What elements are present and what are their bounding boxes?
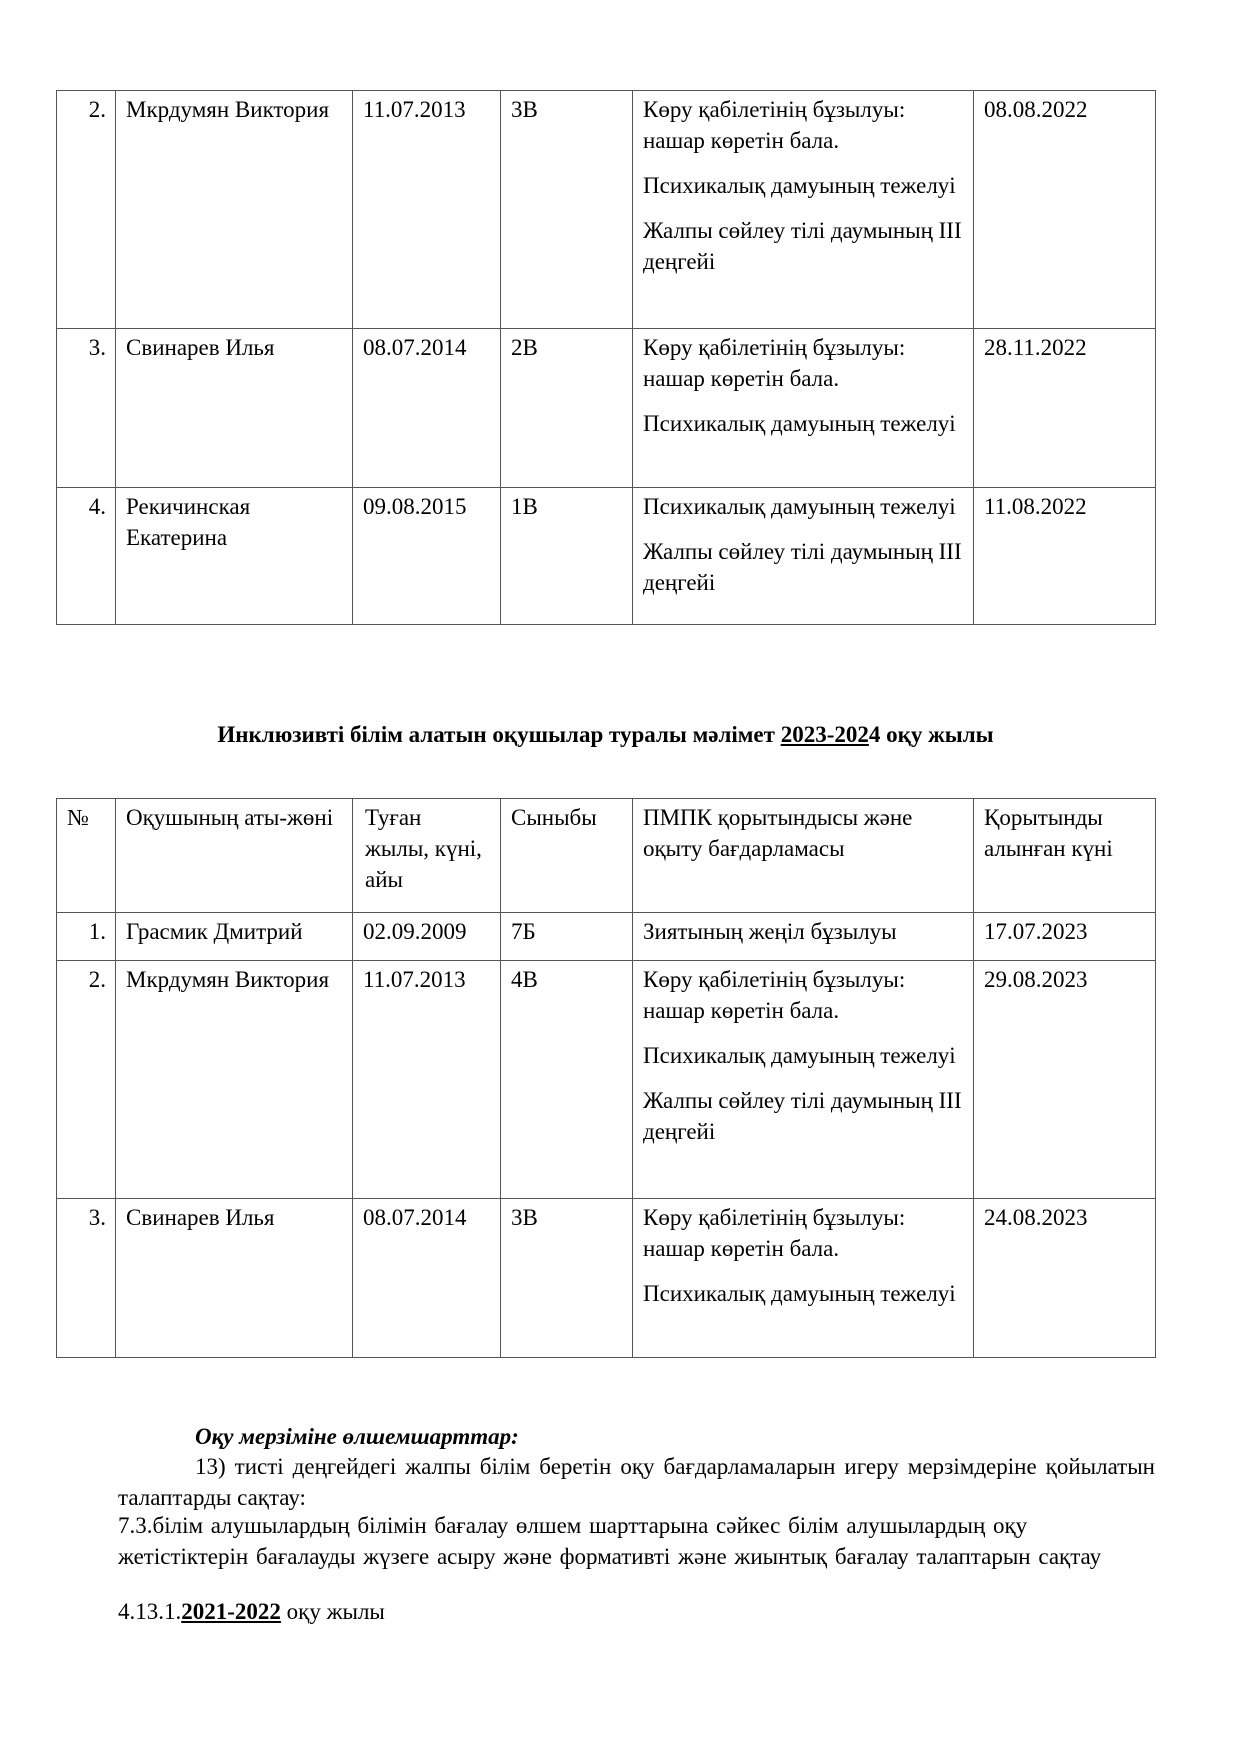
table-row: [57, 961, 1156, 1199]
cell-class: 4В: [501, 961, 633, 1199]
header-birth: [353, 799, 501, 913]
cell-conclusion-date: 28.11.2022: [974, 329, 1156, 488]
heading-text-end: 4 оқу жылы: [868, 722, 994, 747]
cell-diagnosis: [633, 91, 974, 329]
diagnosis-item: Жалпы сөйлеу тілі даумының III деңгейі: [643, 539, 962, 595]
cell-student-name: Грасмик Дмитрий: [116, 913, 353, 961]
cell-class: 7Б: [501, 913, 633, 961]
cell-conclusion-date: 29.08.2023: [974, 961, 1156, 1199]
cell-class: 2В: [501, 329, 633, 488]
cell-diagnosis: [633, 1199, 974, 1358]
diagnosis-item: Психикалық дамуының тежелуі: [643, 1043, 956, 1068]
subsection-4-13-1: [118, 1596, 385, 1627]
cell-student-name: Мкрдумян Виктория: [116, 91, 353, 329]
cell-number: 3.: [57, 329, 116, 488]
cell-number: 2.: [57, 91, 116, 329]
diagnosis-item: Психикалық дамуының тежелуі: [643, 1281, 956, 1306]
cell-diagnosis: [633, 488, 974, 625]
diagnosis-item: Көру қабілетінің бұзылуы: нашар көретін бала.: [643, 1205, 906, 1261]
cell-diagnosis: [633, 913, 974, 961]
cell-birth-date: 02.09.2009: [353, 913, 501, 961]
cell-number: 1.: [57, 913, 116, 961]
header-num: №: [57, 799, 116, 913]
cell-diagnosis: [633, 961, 974, 1199]
students-table-2022: [56, 90, 1156, 625]
subsection-year: 2021-2022: [181, 1599, 281, 1624]
diagnosis-item: Психикалық дамуының тежелуі: [643, 411, 956, 436]
diagnosis-item: Психикалық дамуының тежелуі: [643, 494, 956, 519]
table-row: [57, 913, 1156, 961]
cell-student-name: Мкрдумян Виктория: [116, 961, 353, 1199]
header-class: Сыныбы: [501, 799, 633, 913]
students-table-2023-body: [57, 913, 1156, 1358]
diagnosis-item: Көру қабілетінің бұзылуы: нашар көретін бала.: [643, 335, 906, 391]
criteria-paragraph-7-3: 7.3.білім алушылардың білімін бағалау өлшем шарттарына сәйкес білім алушылардың оқу жетістіктерін бағалауды жүзеге асыру және формативті және жиынтық бағалау талаптарын сақтау: [118, 1513, 1102, 1569]
diagnosis-item: Көру қабілетінің бұзылуы: нашар көретін бала.: [643, 97, 906, 153]
cell-birth-date: 11.07.2013: [353, 91, 501, 329]
criteria-title: Оқу мерзіміне өлшемшарттар:: [195, 1424, 519, 1449]
header-name: Оқушының аты-жөні: [116, 799, 353, 913]
heading-year-underlined: 2023-202: [780, 722, 869, 747]
cell-student-name: Свинарев Илья: [116, 329, 353, 488]
heading-text: Инклюзивті білім алатын оқушылар туралы мәлімет: [217, 722, 781, 747]
cell-class: 3В: [501, 1199, 633, 1358]
subsection-label: оқу жылы: [280, 1599, 385, 1624]
table-header-row: [57, 799, 1156, 913]
cell-student-name: Рекичинская Екатерина: [116, 488, 353, 625]
students-table-2023: [56, 798, 1156, 1358]
cell-conclusion-date: 17.07.2023: [974, 913, 1156, 961]
cell-birth-date: 08.07.2014: [353, 1199, 501, 1358]
cell-conclusion-date: 24.08.2023: [974, 1199, 1156, 1358]
cell-number: 2.: [57, 961, 116, 1199]
table-row: [57, 488, 1156, 625]
subsection-number: 4.13.1.: [118, 1599, 182, 1624]
table-row: [57, 1199, 1156, 1358]
cell-birth-date: 11.07.2013: [353, 961, 501, 1199]
cell-class: 3В: [501, 91, 633, 329]
cell-diagnosis: [633, 329, 974, 488]
header-birth-text: Туған жылы, күні, айы: [365, 805, 482, 892]
diagnosis-item: Көру қабілетінің бұзылуы: нашар көретін бала.: [643, 967, 906, 1023]
diagnosis-item: Психикалық дамуының тежелуі: [643, 173, 956, 198]
cell-conclusion-date: 11.08.2022: [974, 488, 1156, 625]
diagnosis-item: Жалпы сөйлеу тілі даумының III деңгейі: [643, 1088, 962, 1144]
diagnosis-item: Зиятының жеңіл бұзылуы: [643, 919, 897, 944]
cell-number: 4.: [57, 488, 116, 625]
header-date: Қорытынды алынған күні: [974, 799, 1156, 913]
cell-class: 1В: [501, 488, 633, 625]
cell-student-name: Свинарев Илья: [116, 1199, 353, 1358]
cell-birth-date: 09.08.2015: [353, 488, 501, 625]
header-diagnosis: ПМПК қорытындысы және оқыту бағдарламасы: [633, 799, 974, 913]
cell-birth-date: 08.07.2014: [353, 329, 501, 488]
table-row: [57, 91, 1156, 329]
students-table-2022-body: [57, 91, 1156, 625]
criteria-paragraph-13: 13) тисті деңгейдегі жалпы білім беретін оқу бағдарламаларын игеру мерзімдеріне қойылатын талаптарды сақтау:: [118, 1454, 1155, 1510]
section-heading: [56, 719, 1155, 750]
cell-conclusion-date: 08.08.2022: [974, 91, 1156, 329]
table-row: [57, 329, 1156, 488]
diagnosis-item: Жалпы сөйлеу тілі даумының III деңгейі: [643, 218, 962, 274]
cell-number: 3.: [57, 1199, 116, 1358]
